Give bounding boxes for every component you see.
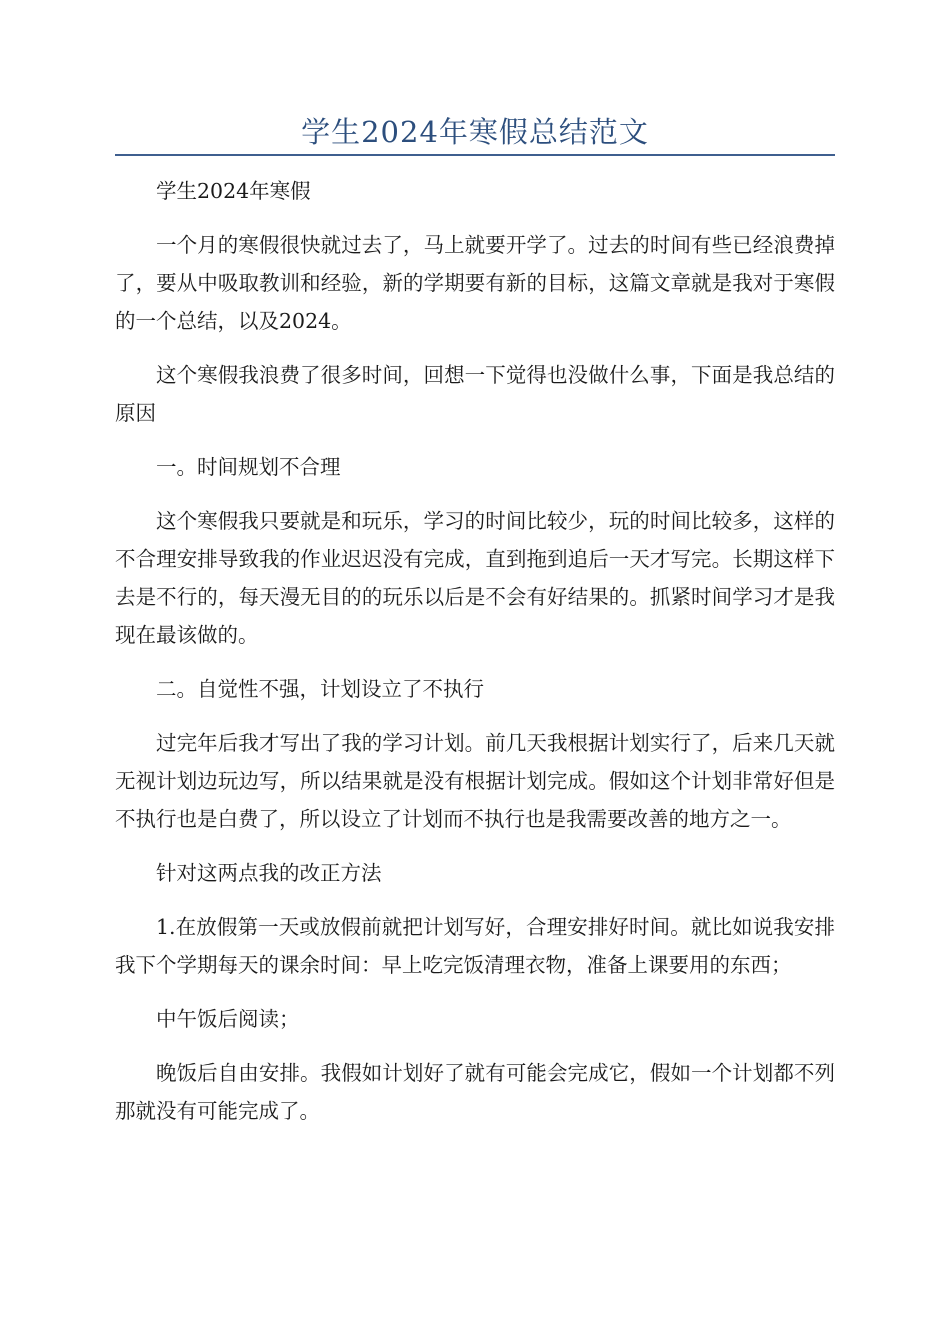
heading-point-two: 二。自觉性不强，计划设立了不执行: [156, 677, 484, 701]
paragraph-correction-one: 1.在放假第一天或放假前就把计划写好，合理安排好时间。就比如说我安排我下个学期每天的课余时间：早上吃完饭清理衣物，准备上课要用的东西；: [115, 915, 835, 977]
paragraph-evening-plan: 晚饭后自由安排。我假如计划好了就有可能会完成它，假如一个计划都不列那就没有可能完成了。: [115, 1061, 835, 1123]
document-body: [115, 172, 835, 1146]
paragraph-reflection: 这个寒假我浪费了很多时间，回想一下觉得也没做什么事，下面是我总结的原因: [115, 363, 835, 425]
paragraph-noon-plan: 中午饭后阅读；: [156, 1007, 300, 1031]
document-title: 学生2024年寒假总结范文: [301, 115, 649, 149]
heading-corrections: 针对这两点我的改正方法: [156, 861, 382, 885]
paragraph-point-two: 过完年后我才写出了我的学习计划。前几天我根据计划实行了，后来几天就无视计划边玩边写，所以结果就是没有根据计划完成。假如这个计划非常好但是不执行也是白费了，所以设立了计划而不执行也是我需要改善的地方之一。: [115, 731, 835, 831]
paragraph-intro: 一个月的寒假很快就过去了，马上就要开学了。过去的时间有些已经浪费掉了，要从中吸取教训和经验，新的学期要有新的目标，这篇文章就是我对于寒假的一个总结，以及2024。: [115, 233, 835, 333]
title-underline: [115, 154, 835, 156]
paragraph-subtitle: 学生2024年寒假: [156, 179, 311, 203]
heading-point-one: 一。时间规划不合理: [156, 455, 341, 479]
paragraph-point-one: 这个寒假我只要就是和玩乐，学习的时间比较少，玩的时间比较多，这样的不合理安排导致我的作业迟迟没有完成，直到拖到追后一天才写完。长期这样下去是不行的，每天漫无目的的玩乐以后是不会有好结果的。抓紧时间学习才是我现在最该做的。: [115, 509, 835, 647]
